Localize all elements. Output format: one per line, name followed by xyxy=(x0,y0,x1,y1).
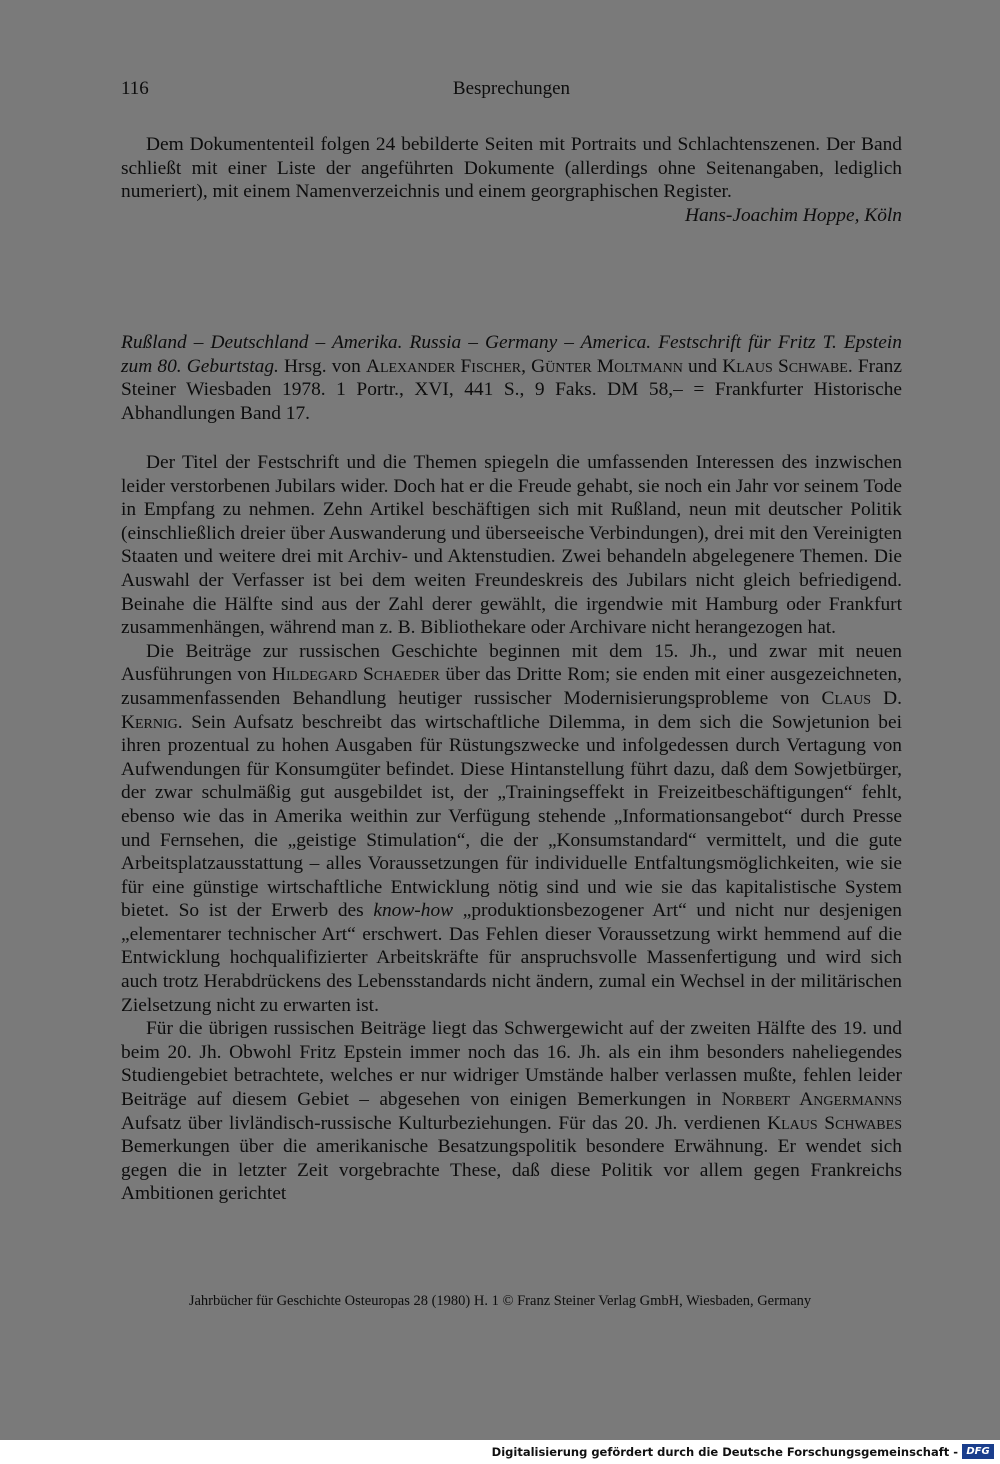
editor-name: Alexander Fischer xyxy=(365,355,522,377)
running-title: Besprechungen xyxy=(452,78,571,99)
author-name: Claus D. Kernig xyxy=(121,687,902,733)
citation-entry xyxy=(121,331,902,425)
reviewer-signature: Hans-Joachim Hoppe, Köln xyxy=(684,204,902,226)
page-number: 116 xyxy=(121,78,149,99)
author-name: Hildegard Schaeder xyxy=(271,664,440,686)
dfg-logo: DFG xyxy=(962,1444,994,1459)
body-paragraph-2 xyxy=(121,640,902,1018)
citation-hrsg: Hrsg. von xyxy=(278,355,366,377)
text-run: „produktionsbezogener Art“ und nicht nur desjenigen „elementarer technischer Art“ erschwert. Das Fehlen dieser Voraussetzung wirkt hemmend auf die Entwicklung hochqualifizierter Arbeitskräfte für anspruchsvolle Massenfertigung und wird sich auch trotz Herabdrückens des Lebensstandards nicht ändern, zumal ein Wechsel in der militärischen Zielsetzung nicht zu erwarten ist. xyxy=(121,900,902,1016)
page-header xyxy=(121,78,902,108)
italic-term: know-how xyxy=(373,900,454,922)
publication-details: . Franz Steiner Wiesbaden 1978. 1 Portr., XVI, 441 S., 9 Faks. DM 58,– = Frankfurter Historische Abhandlungen Band 17. xyxy=(121,355,902,424)
previous-review-ending xyxy=(121,133,902,227)
text-run: Die Beiträge zur russischen Geschichte beginnen mit dem 15. Jh., und zwar mit neuen Ausführungen von xyxy=(121,640,902,686)
editor-name: Klaus Schwabe xyxy=(722,355,848,377)
review-paragraph: Dem Dokumententeil folgen 24 bebilderte Seiten mit Portraits und Schlachtenszenen. Der Band schließt mit einer Liste der angeführten Dokumente (allerdings ohne Seitenangaben, lediglich numeriert), mit einem Namenverzeichnis und einem georgraphischen Register. xyxy=(121,134,902,203)
body-paragraph-1: Der Titel der Festschrift und die Themen spiegeln die umfassenden Interessen des inzwischen leider verstorbenen Jubilars wider. Doch hat er die Freude gehabt, sie noch ein Jahr vor seinem Tode in Empfang zu nehmen. Zehn Artikel beschäftigen sich mit Rußland, neun mit deutscher Politik (einschließlich dreier über Auswanderung und überseeische Verbindungen), drei mit den Vereinigten Staaten und weitere drei mit Archiv- und Aktenstudien. Zwei behandeln abgelegenere Themen. Die Auswahl der Verfasser ist bei dem weiten Freundeskreis des Jubilars nicht gleich befriedigend. Beinahe die Hälfte sind aus der Zahl derer gewählt, die irgendwie mit Hamburg oder Frankfurt zusammenhängen, während man z. B. Bibliothekare oder Archivare nicht herangezogen hat. xyxy=(121,452,902,639)
text-run: über das Dritte Rom; sie enden mit einer ausgezeichneten, zusammenfassenden Behandlung heutiger russischer Modernisierungsprobleme von xyxy=(121,664,902,709)
text-run: . Sein Aufsatz beschreibt das wirtschaftliche Dilemma, in dem sich die Sowjetunion bei ihren prozentual zu hohen Ausgaben für Rüstungszwecke und infolgedessen durch Vertagung von Aufwendungen für Konsumgüter befindet. Diese Hintanstellung führt dazu, daß dem Sowjetbürger, der zwar schulmäßig gut ausgebildet ist, der „Trainingseffekt in Freizeitbeschäftigungen“ fehlt, ebenso wie das in Amerika weithin zur Verfügung stehende „Informationsangebot“ durch Presse und Fernsehen, die „geistige Stimulation“, die der „Konsumstandard“ vermittelt, und die gute Arbeitsplatzausstattung – alles Voraussetzungen für individuelle Entfaltungsmöglichkeiten, wie sie für eine günstige wirtschaftliche Entwicklung nötig sind und wie sie das kapitalistische System bietet. So ist der Erwerb des xyxy=(121,711,902,922)
author-name: Norbert Angermanns xyxy=(721,1089,902,1111)
book-citation xyxy=(121,331,902,425)
text-run: Für die übrigen russischen Beiträge liegt das Schwergewicht auf der zweiten Hälfte des 19. und beim 20. Jh. Obwohl Fritz Epstein immer noch das 16. Jh. als ein ihm besonders naheliegendes Studiengebiet betrachtete, welches er nur widriger Umstände halber verlassen mußte, fehlen leider Beiträge auf diesem Gebiet – abgesehen von einigen Bemerkungen in xyxy=(121,1018,902,1111)
editor-name: Günter Moltmann xyxy=(531,355,683,377)
citation-separator: , xyxy=(521,355,532,377)
body-paragraph-3 xyxy=(121,1017,902,1206)
author-name: Klaus Schwabes xyxy=(767,1112,902,1134)
text-run: Bemerkungen über die amerikanische Besatzungspolitik besondere Erwähnung. Er wendet sich gegen die in letzter Zeit vorgebrachte These, daß diese Politik vor allem gegen Frankreichs Ambitionen gerichtet xyxy=(121,1136,902,1205)
journal-footer: Jahrbücher für Geschichte Osteuropas 28 (1980) H. 1 © Franz Steiner Verlag GmbH, Wiesbaden, Germany xyxy=(188,1293,812,1309)
text-run: Aufsatz über livländisch-russische Kulturbeziehungen. Für das 20. Jh. verdienen xyxy=(121,1112,768,1134)
book-title: Rußland – Deutschland – Amerika. Russia – Germany – America. Festschrift für Fritz T. Epstein zum 80. Geburtstag. xyxy=(121,332,902,377)
digitization-credit-bar xyxy=(0,1440,1000,1464)
digitization-credit-text: Digitalisierung gefördert durch die Deutsche Forschungsgemeinschaft - xyxy=(491,1445,958,1459)
review-body xyxy=(121,451,902,1206)
citation-separator: und xyxy=(682,355,723,377)
